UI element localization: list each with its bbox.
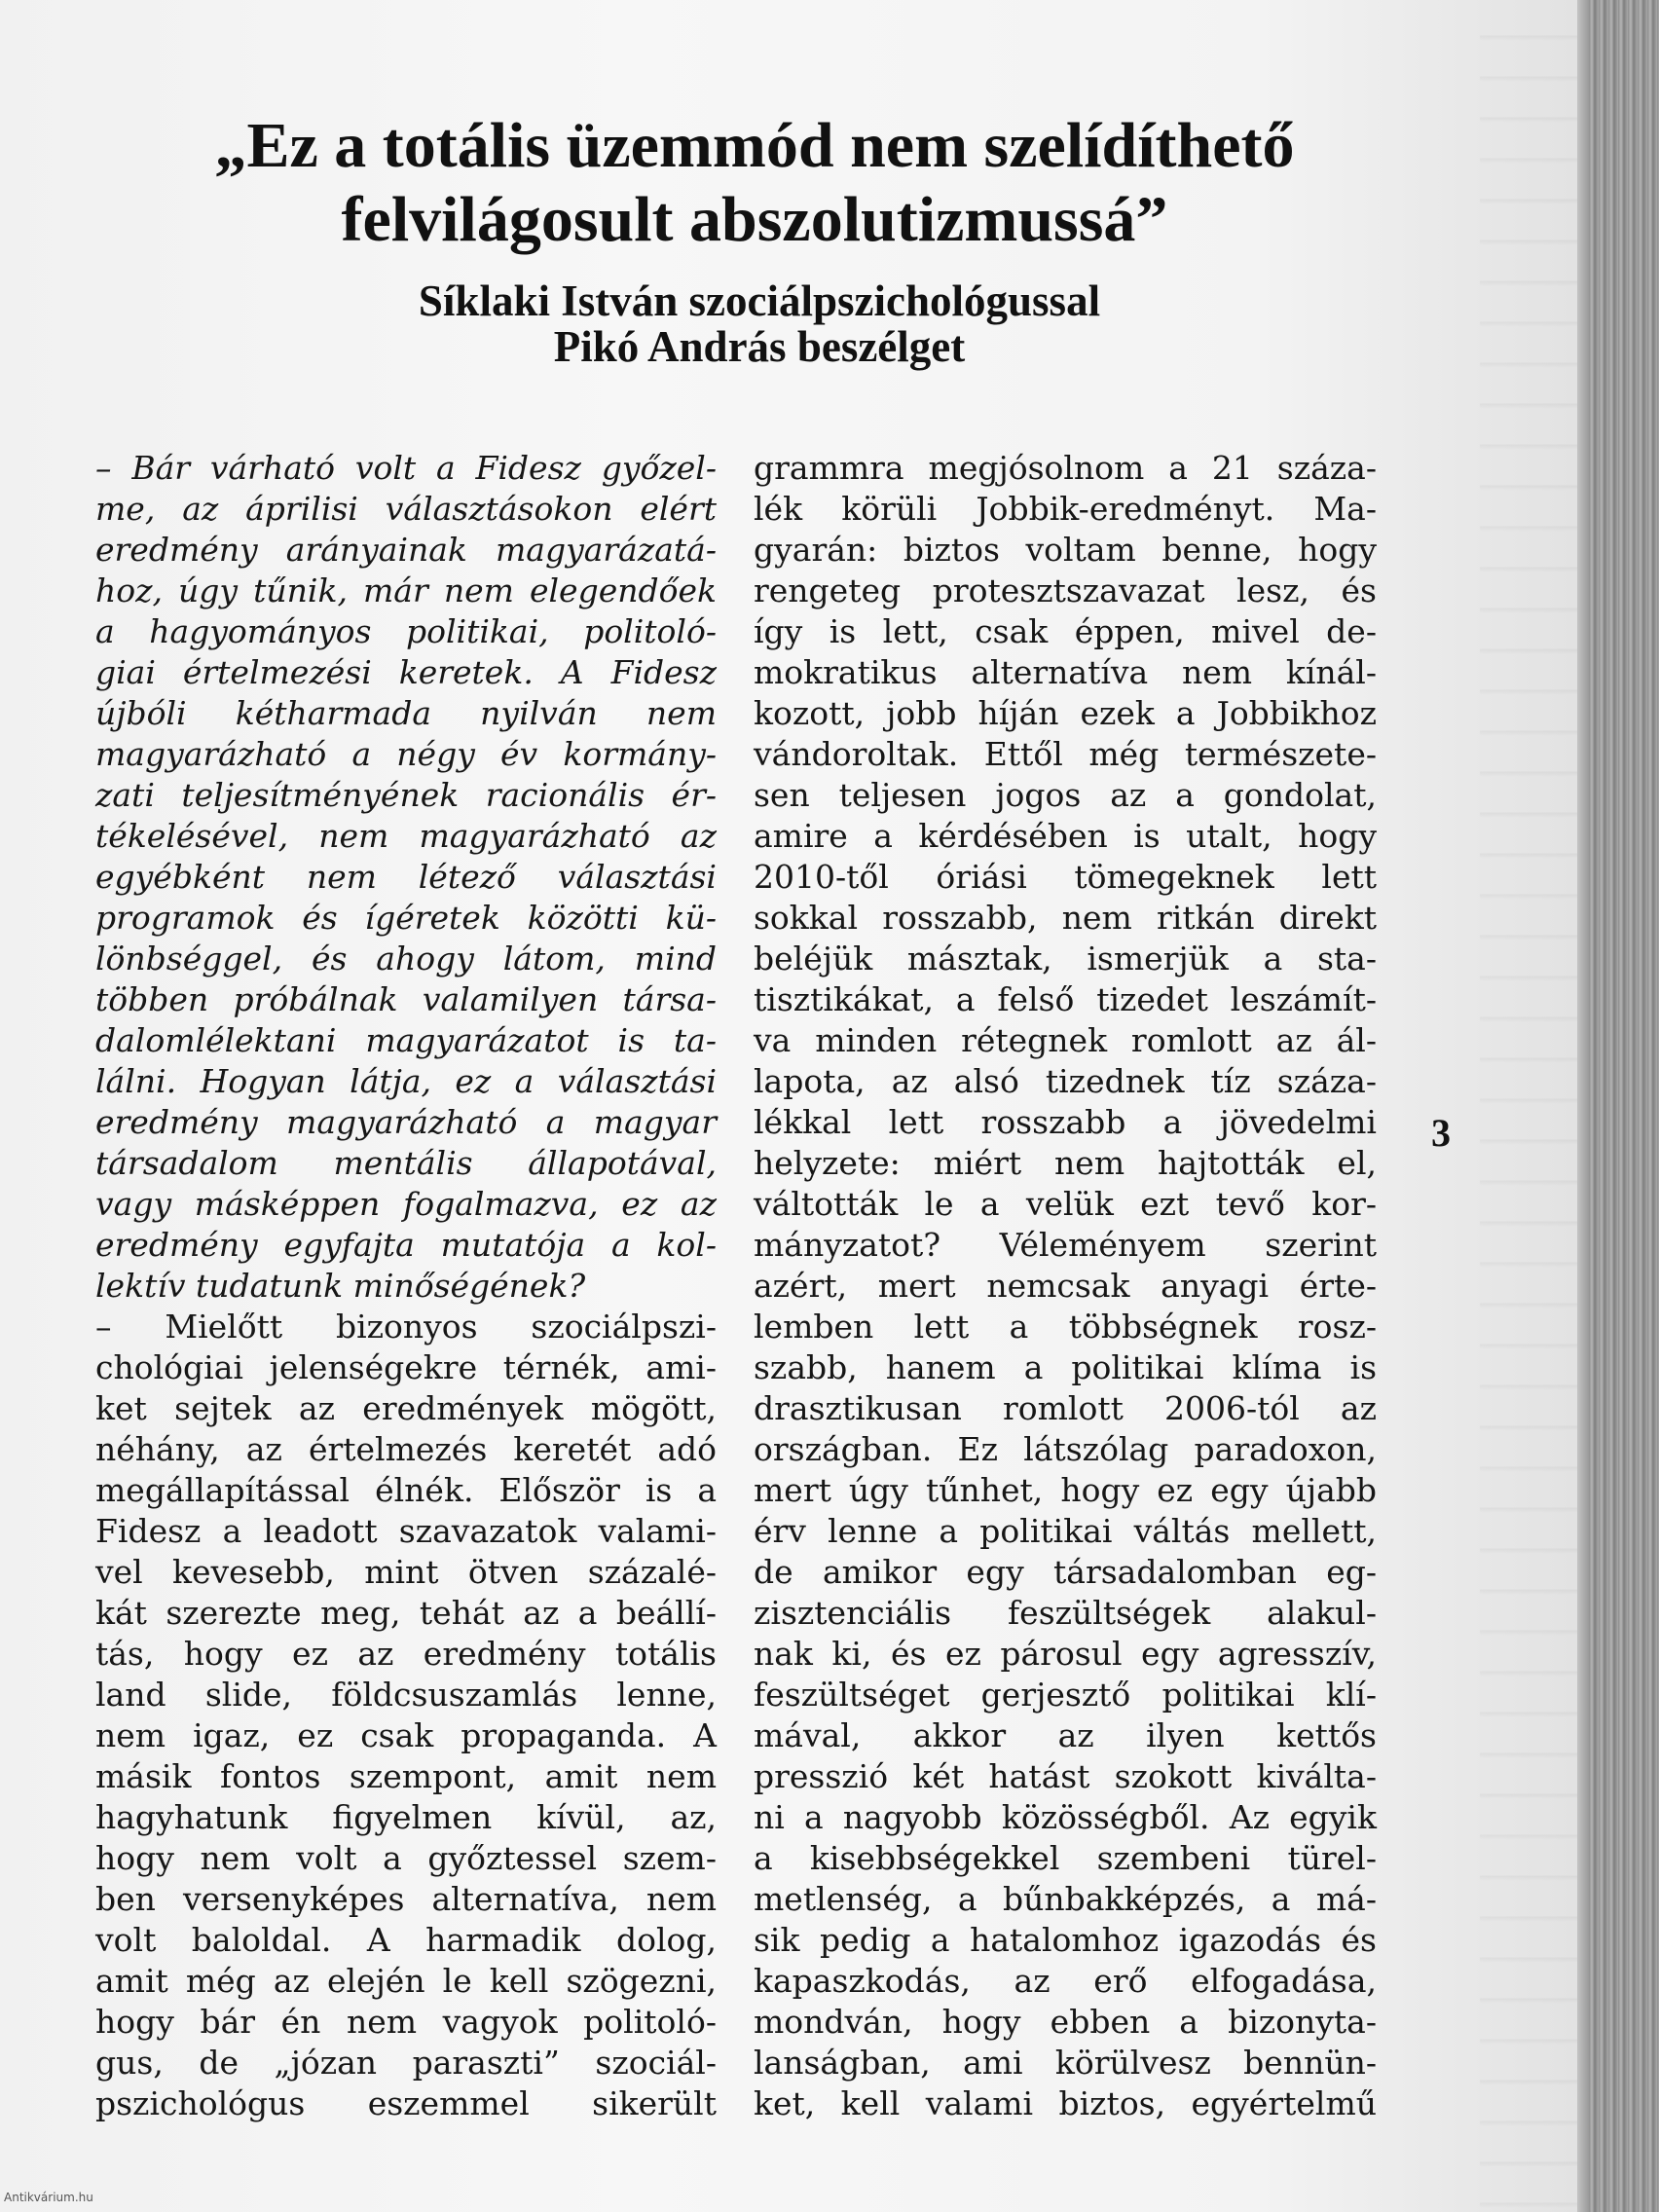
text-line: kapaszkodás, az erő elfogadása, (754, 1962, 1377, 2000)
text-line: hogy nem volt a győztessel szem- (95, 1839, 717, 1877)
text-line: sik pedig a hatalomhoz igazodás és (754, 1921, 1377, 1959)
text-line: 2010-től óriási tömegeknek lett (754, 858, 1377, 896)
text-line: helyzete: miért nem hajtották el, (754, 1144, 1377, 1182)
text-line: nem igaz, ez csak propaganda. A (95, 1716, 717, 1754)
text-line: giai értelmezési keretek. A Fidesz (95, 653, 717, 691)
text-line: lék körüli Jobbik-eredményt. Ma- (754, 490, 1377, 528)
text-line: lanságban, ami körülvesz bennün- (754, 2044, 1377, 2082)
text-line: eredmény egyfajta mutatója a kol- (95, 1226, 717, 1264)
left-text-column (95, 448, 717, 2124)
text-line: hagyhatunk figyelmen kívül, az, (95, 1798, 717, 1836)
text-line: Fidesz a leadott szavazatok valami- (95, 1512, 717, 1550)
text-line: grammra megjósolnom a 21 száza- (754, 449, 1377, 487)
text-line: beléjük másztak, ismerjük a sta- (754, 940, 1377, 977)
text-line: gus, de „józan paraszti” szociál- (95, 2044, 717, 2082)
watermark: Antikvárium.hu (4, 2191, 93, 2204)
right-text-column (754, 448, 1377, 2124)
text-line: hoz, úgy tűnik, már nem elegendőek (95, 571, 717, 609)
text-line: így is lett, csak éppen, mivel de- (754, 612, 1377, 650)
text-line: programok és ígéretek közötti kü- (95, 899, 717, 937)
text-line: többen próbálnak valamilyen társa- (95, 980, 717, 1018)
show-through-texture (1480, 0, 1577, 2212)
text-line: mányzatot? Véleményem szerint (754, 1226, 1377, 1264)
text-line: de amikor egy társadalomban eg- (754, 1553, 1377, 1591)
text-line: drasztikusan romlott 2006-tól az (754, 1389, 1377, 1427)
article-title (68, 109, 1441, 257)
text-line: szabb, hanem a politikai klíma is (754, 1348, 1377, 1386)
text-line: rengeteg protesztszavazat lesz, és (754, 571, 1377, 609)
text-line: magyarázható a négy év kormány- (95, 735, 717, 773)
page-stack-edge (1589, 0, 1659, 2212)
text-line: néhány, az értelmezés keretét adó (95, 1430, 717, 1468)
text-line: ni a nagyobb közösségből. Az egyik (754, 1798, 1377, 1836)
text-line: érv lenne a politikai váltás mellett, (754, 1512, 1377, 1550)
text-line: me, az áprilisi választásokon elért (95, 490, 717, 528)
text-line: lálni. Hogyan látja, ez a választási (95, 1062, 717, 1100)
text-line: ket sejtek az eredmények mögött, (95, 1389, 717, 1427)
text-line: sokkal rosszabb, nem ritkán direkt (754, 899, 1377, 937)
subtitle-line: Síklaki István szociálpszichológussal (418, 276, 1101, 325)
text-line: társadalom mentális állapotával, (95, 1144, 717, 1182)
text-line: váltották le a velük ezt tevő kor- (754, 1185, 1377, 1223)
text-line: mert úgy tűnhet, hogy ez egy újabb (754, 1471, 1377, 1509)
text-line: a hagyományos politikai, politoló- (95, 612, 717, 650)
text-line: – Mielőtt bizonyos szociálpszi- (95, 1308, 717, 1346)
text-line: pszichológus eszemmel sikerült (95, 2084, 717, 2122)
text-line: amit még az elején le kell szögezni, (95, 1962, 717, 2000)
text-line: vagy másképpen fogalmazva, ez az (95, 1185, 717, 1223)
text-line: mondván, hogy ebben a bizonyta- (754, 2003, 1377, 2041)
text-line: va minden rétegnek romlott az ál- (754, 1021, 1377, 1059)
text-line: volt baloldal. A harmadik dolog, (95, 1921, 717, 1959)
text-line: lékkal lett rosszabb a jövedelmi (754, 1103, 1377, 1141)
text-line: megállapítással élnék. Először is a (95, 1471, 717, 1509)
text-line: metlenség, a bűnbakképzés, a má- (754, 1880, 1377, 1918)
text-line: presszió két hatást szokott kiválta- (754, 1757, 1377, 1795)
text-line: eredmény arányainak magyarázatá- (95, 531, 717, 569)
page-edge-shadow (1577, 0, 1589, 2212)
text-line: nak ki, és ez párosul egy agresszív, (754, 1635, 1377, 1673)
text-line: a kisebbségekkel szembeni türel- (754, 1839, 1377, 1877)
text-line: chológiai jelenségekre térnék, ami- (95, 1348, 717, 1386)
text-line: gyarán: biztos voltam benne, hogy (754, 531, 1377, 569)
subtitle-line: Pikó András beszélget (553, 322, 966, 371)
text-line: másik fontos szempont, amit nem (95, 1757, 717, 1795)
text-line: lemben lett a többségnek rosz- (754, 1308, 1377, 1346)
text-line: azért, mert nemcsak anyagi érte- (754, 1267, 1377, 1305)
text-line: dalomlélektani magyarázatot is ta- (95, 1021, 717, 1059)
text-line: ben versenyképes alternatíva, nem (95, 1880, 717, 1918)
title-line: „Ez a totális üzemmód nem szelídíthető (214, 110, 1295, 181)
text-line: mával, akkor az ilyen kettős (754, 1716, 1377, 1754)
text-line: vel kevesebb, mint ötven százalé- (95, 1553, 717, 1591)
text-line: tisztikákat, a felső tizedet leszámít- (754, 980, 1377, 1018)
text-line: feszültséget gerjesztő politikai klí- (754, 1676, 1377, 1714)
text-line: zati teljesítményének racionális ér- (95, 776, 717, 814)
text-line: újbóli kétharmada nyilván nem (95, 694, 717, 732)
text-line: ket, kell valami biztos, egyértelmű (754, 2084, 1377, 2122)
text-line: vándoroltak. Ettől még természete- (754, 735, 1377, 773)
text-line: tékelésével, nem magyarázható az (95, 817, 717, 855)
text-line: land slide, földcsuszamlás lenne, (95, 1676, 717, 1714)
title-line: felvilágosult abszolutizmussá” (341, 184, 1168, 255)
text-line: eredmény magyarázható a magyar (95, 1103, 717, 1141)
text-line: sen teljesen jogos az a gondolat, (754, 776, 1377, 814)
interview-question (95, 448, 717, 1307)
page-number: 3 (1431, 1111, 1451, 1155)
text-line: kát szerezte meg, tehát az a beállí- (95, 1594, 717, 1632)
text-line: lönbséggel, és ahogy látom, mind (95, 940, 717, 977)
interview-answer-start (95, 1307, 717, 2124)
text-line: kozott, jobb híján ezek a Jobbikhoz (754, 694, 1377, 732)
text-line: országban. Ez látszólag paradoxon, (754, 1430, 1377, 1468)
text-line: zisztenciális feszültségek alakul- (754, 1594, 1377, 1632)
text-line: mokratikus alternatíva nem kínál- (754, 653, 1377, 691)
text-line: – Bár várható volt a Fidesz győzel- (95, 449, 717, 487)
article-subtitle (195, 278, 1324, 370)
text-line: egyébként nem létező választási (95, 858, 717, 896)
text-line: lapota, az alsó tizednek tíz száza- (754, 1062, 1377, 1100)
text-line: tás, hogy ez az eredmény totális (95, 1635, 717, 1673)
text-line: amire a kérdésében is utalt, hogy (754, 817, 1377, 855)
text-line: hogy bár én nem vagyok politoló- (95, 2003, 717, 2041)
text-line: lektív tudatunk minőségének? (95, 1267, 586, 1305)
